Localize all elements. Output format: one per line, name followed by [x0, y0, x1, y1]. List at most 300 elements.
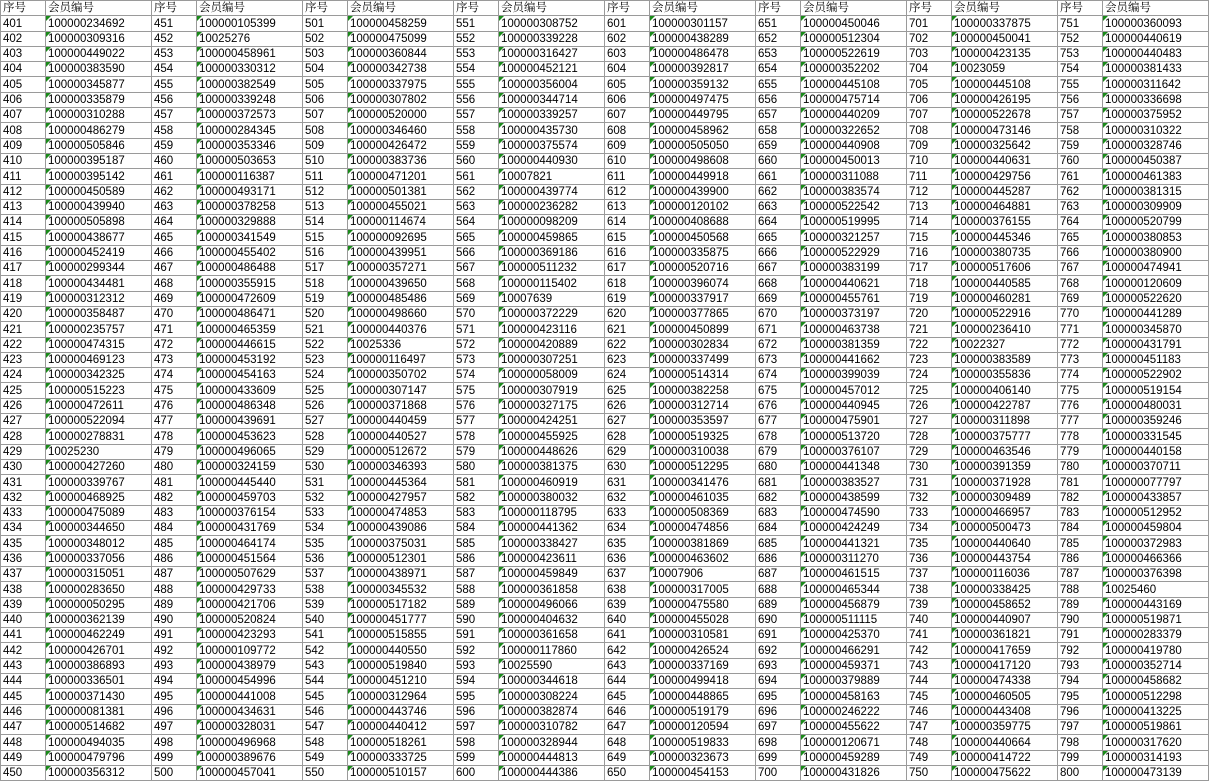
seq-cell[interactable]: 680 — [756, 459, 801, 474]
member-id-cell[interactable]: 100000441662 — [801, 352, 907, 367]
seq-cell[interactable]: 562 — [454, 184, 499, 199]
member-id-cell[interactable]: 100000457012 — [801, 383, 907, 398]
member-id-cell[interactable]: 100000519325 — [650, 429, 756, 444]
seq-cell[interactable]: 770 — [1058, 306, 1103, 321]
seq-cell[interactable]: 572 — [454, 337, 499, 352]
member-id-cell[interactable]: 100000413225 — [1103, 704, 1209, 719]
member-id-cell[interactable]: 100000352202 — [801, 62, 907, 77]
seq-cell[interactable]: 440 — [1, 612, 46, 627]
seq-cell[interactable]: 549 — [303, 750, 348, 765]
seq-cell[interactable]: 756 — [1058, 92, 1103, 107]
seq-cell[interactable]: 444 — [1, 674, 46, 689]
member-id-cell[interactable]: 100000307251 — [499, 352, 605, 367]
seq-cell[interactable]: 772 — [1058, 337, 1103, 352]
seq-cell[interactable]: 607 — [605, 108, 650, 123]
member-id-cell[interactable]: 100000440412 — [348, 719, 454, 734]
seq-cell[interactable]: 716 — [907, 245, 952, 260]
seq-cell[interactable]: 799 — [1058, 750, 1103, 765]
seq-cell[interactable]: 688 — [756, 582, 801, 597]
seq-cell[interactable]: 637 — [605, 566, 650, 581]
seq-cell[interactable]: 602 — [605, 31, 650, 46]
seq-cell[interactable]: 552 — [454, 31, 499, 46]
seq-cell[interactable]: 544 — [303, 674, 348, 689]
seq-cell[interactable]: 714 — [907, 215, 952, 230]
seq-cell[interactable]: 715 — [907, 230, 952, 245]
member-id-cell[interactable]: 100000395187 — [46, 153, 152, 168]
member-id-cell[interactable]: 100000308224 — [499, 689, 605, 704]
seq-cell[interactable]: 402 — [1, 31, 46, 46]
seq-cell[interactable]: 630 — [605, 459, 650, 474]
column-header-member-id[interactable]: 会员编号 — [348, 1, 454, 16]
seq-cell[interactable]: 480 — [152, 459, 197, 474]
seq-cell[interactable]: 540 — [303, 612, 348, 627]
member-id-cell[interactable]: 100000427957 — [348, 490, 454, 505]
seq-cell[interactable]: 530 — [303, 459, 348, 474]
member-id-cell[interactable]: 100000381869 — [650, 536, 756, 551]
member-id-cell[interactable]: 100000440158 — [1103, 444, 1209, 459]
seq-cell[interactable]: 699 — [756, 750, 801, 765]
member-id-cell[interactable]: 100000445346 — [952, 230, 1058, 245]
member-id-cell[interactable]: 100000420889 — [499, 337, 605, 352]
member-id-cell[interactable]: 100000417659 — [952, 643, 1058, 658]
seq-cell[interactable]: 657 — [756, 108, 801, 123]
seq-cell[interactable]: 603 — [605, 46, 650, 61]
seq-cell[interactable]: 531 — [303, 475, 348, 490]
seq-cell[interactable]: 416 — [1, 245, 46, 260]
seq-cell[interactable]: 491 — [152, 628, 197, 643]
member-id-cell[interactable]: 100000440907 — [952, 612, 1058, 627]
seq-cell[interactable]: 488 — [152, 582, 197, 597]
member-id-cell[interactable]: 100000445108 — [801, 77, 907, 92]
column-header-member-id[interactable]: 会员编号 — [801, 1, 907, 16]
member-id-cell[interactable]: 100000522916 — [952, 306, 1058, 321]
seq-cell[interactable]: 787 — [1058, 566, 1103, 581]
member-id-cell[interactable]: 100000457041 — [197, 765, 303, 780]
member-id-cell[interactable]: 100000519861 — [1103, 719, 1209, 734]
seq-cell[interactable]: 591 — [454, 628, 499, 643]
member-id-cell[interactable]: 100000371868 — [348, 398, 454, 413]
seq-cell[interactable]: 533 — [303, 505, 348, 520]
member-id-cell[interactable]: 100000452121 — [499, 62, 605, 77]
seq-cell[interactable]: 665 — [756, 230, 801, 245]
member-id-cell[interactable]: 100000507629 — [197, 566, 303, 581]
member-id-cell[interactable]: 100000301157 — [650, 16, 756, 31]
seq-cell[interactable]: 746 — [907, 704, 952, 719]
member-id-cell[interactable]: 100000459703 — [197, 490, 303, 505]
seq-cell[interactable]: 674 — [756, 368, 801, 383]
member-id-cell[interactable]: 100000455021 — [348, 199, 454, 214]
seq-cell[interactable]: 452 — [152, 31, 197, 46]
member-id-cell[interactable]: 100000421706 — [197, 597, 303, 612]
seq-cell[interactable]: 783 — [1058, 505, 1103, 520]
member-id-cell[interactable]: 100000512301 — [348, 551, 454, 566]
column-header-member-id[interactable]: 会员编号 — [952, 1, 1058, 16]
seq-cell[interactable]: 639 — [605, 597, 650, 612]
seq-cell[interactable]: 506 — [303, 92, 348, 107]
member-id-cell[interactable]: 100000382258 — [650, 383, 756, 398]
member-id-cell[interactable]: 100000505898 — [46, 215, 152, 230]
member-id-cell[interactable]: 100000353597 — [650, 414, 756, 429]
seq-cell[interactable]: 503 — [303, 46, 348, 61]
member-id-cell[interactable]: 100000328746 — [1103, 138, 1209, 153]
member-id-cell[interactable]: 100000395142 — [46, 169, 152, 184]
member-id-cell[interactable]: 100000438979 — [197, 658, 303, 673]
member-id-cell[interactable]: 100000443169 — [1103, 597, 1209, 612]
seq-cell[interactable]: 570 — [454, 306, 499, 321]
seq-cell[interactable]: 494 — [152, 674, 197, 689]
member-id-cell[interactable]: 100000396074 — [650, 276, 756, 291]
seq-cell[interactable]: 647 — [605, 719, 650, 734]
seq-cell[interactable]: 475 — [152, 383, 197, 398]
seq-cell[interactable]: 555 — [454, 77, 499, 92]
member-id-cell[interactable]: 100000278831 — [46, 429, 152, 444]
seq-cell[interactable]: 522 — [303, 337, 348, 352]
member-id-cell[interactable]: 100000514314 — [650, 368, 756, 383]
member-id-cell[interactable]: 100000375777 — [952, 429, 1058, 444]
member-id-cell[interactable]: 100000515855 — [348, 628, 454, 643]
member-id-cell[interactable]: 100000462249 — [46, 628, 152, 643]
seq-cell[interactable]: 722 — [907, 337, 952, 352]
seq-cell[interactable]: 668 — [756, 276, 801, 291]
member-id-cell[interactable]: 100000348012 — [46, 536, 152, 551]
seq-cell[interactable]: 439 — [1, 597, 46, 612]
member-id-cell[interactable]: 100000337169 — [650, 658, 756, 673]
member-id-cell[interactable]: 100000283379 — [1103, 628, 1209, 643]
member-id-cell[interactable]: 100000077797 — [1103, 475, 1209, 490]
member-id-cell[interactable]: 100000376398 — [1103, 566, 1209, 581]
seq-cell[interactable]: 508 — [303, 123, 348, 138]
seq-cell[interactable]: 683 — [756, 505, 801, 520]
seq-cell[interactable]: 486 — [152, 551, 197, 566]
member-id-cell[interactable]: 100000475099 — [348, 31, 454, 46]
member-id-cell[interactable]: 100000310288 — [46, 108, 152, 123]
seq-cell[interactable]: 482 — [152, 490, 197, 505]
seq-cell[interactable]: 679 — [756, 444, 801, 459]
seq-cell[interactable]: 661 — [756, 169, 801, 184]
member-id-cell[interactable]: 100000453192 — [197, 352, 303, 367]
member-id-cell[interactable]: 100000109772 — [197, 643, 303, 658]
seq-cell[interactable]: 521 — [303, 322, 348, 337]
member-id-cell[interactable]: 100000441321 — [801, 536, 907, 551]
seq-cell[interactable]: 598 — [454, 735, 499, 750]
member-id-cell[interactable]: 100000519840 — [348, 658, 454, 673]
member-id-cell[interactable]: 100000450387 — [1103, 153, 1209, 168]
member-id-cell[interactable]: 100000378258 — [197, 199, 303, 214]
member-id-cell[interactable]: 100000379889 — [801, 674, 907, 689]
seq-cell[interactable]: 410 — [1, 153, 46, 168]
seq-cell[interactable]: 741 — [907, 628, 952, 643]
member-id-cell[interactable]: 100000440209 — [801, 108, 907, 123]
seq-cell[interactable]: 659 — [756, 138, 801, 153]
seq-cell[interactable]: 527 — [303, 414, 348, 429]
column-header-seq[interactable]: 序号 — [907, 1, 952, 16]
seq-cell[interactable]: 609 — [605, 138, 650, 153]
member-id-cell[interactable]: 100000350702 — [348, 368, 454, 383]
member-id-cell[interactable]: 100000503653 — [197, 153, 303, 168]
column-header-seq[interactable]: 序号 — [152, 1, 197, 16]
member-id-cell[interactable]: 100000339248 — [197, 92, 303, 107]
seq-cell[interactable]: 571 — [454, 322, 499, 337]
member-id-cell[interactable]: 100000444813 — [499, 750, 605, 765]
member-id-cell[interactable]: 100000336501 — [46, 674, 152, 689]
seq-cell[interactable]: 708 — [907, 123, 952, 138]
seq-cell[interactable]: 653 — [756, 46, 801, 61]
member-id-cell[interactable]: 100000514682 — [46, 719, 152, 734]
member-id-cell[interactable]: 100000328944 — [499, 735, 605, 750]
member-id-cell[interactable]: 100000317620 — [1103, 735, 1209, 750]
seq-cell[interactable]: 436 — [1, 551, 46, 566]
seq-cell[interactable]: 614 — [605, 215, 650, 230]
member-id-cell[interactable]: 100000312312 — [46, 291, 152, 306]
member-id-cell[interactable]: 100000317005 — [650, 582, 756, 597]
seq-cell[interactable]: 762 — [1058, 184, 1103, 199]
member-id-cell[interactable]: 100000510157 — [348, 765, 454, 780]
member-id-cell[interactable]: 100000449022 — [46, 46, 152, 61]
seq-cell[interactable]: 403 — [1, 46, 46, 61]
member-id-cell[interactable]: 100000355915 — [197, 276, 303, 291]
member-id-cell[interactable]: 100000450899 — [650, 322, 756, 337]
seq-cell[interactable]: 785 — [1058, 536, 1103, 551]
member-id-cell[interactable]: 100000433609 — [197, 383, 303, 398]
member-id-cell[interactable]: 100000372573 — [197, 108, 303, 123]
member-id-cell[interactable]: 100000311898 — [952, 414, 1058, 429]
member-id-cell[interactable]: 100000372983 — [1103, 536, 1209, 551]
member-id-cell[interactable]: 100000246222 — [801, 704, 907, 719]
seq-cell[interactable]: 463 — [152, 199, 197, 214]
seq-cell[interactable]: 648 — [605, 735, 650, 750]
seq-cell[interactable]: 583 — [454, 505, 499, 520]
seq-cell[interactable]: 580 — [454, 459, 499, 474]
member-id-cell[interactable]: 10023059 — [952, 62, 1058, 77]
member-id-cell[interactable]: 100000058009 — [499, 368, 605, 383]
member-id-cell[interactable]: 100000455622 — [801, 719, 907, 734]
seq-cell[interactable]: 415 — [1, 230, 46, 245]
seq-cell[interactable]: 625 — [605, 383, 650, 398]
seq-cell[interactable]: 733 — [907, 505, 952, 520]
seq-cell[interactable]: 621 — [605, 322, 650, 337]
seq-cell[interactable]: 505 — [303, 77, 348, 92]
member-id-cell[interactable]: 10025460 — [1103, 582, 1209, 597]
member-id-cell[interactable]: 100000519995 — [801, 215, 907, 230]
seq-cell[interactable]: 638 — [605, 582, 650, 597]
member-id-cell[interactable]: 100000338425 — [952, 582, 1058, 597]
member-id-cell[interactable]: 100000339257 — [499, 108, 605, 123]
member-id-cell[interactable]: 100000501381 — [348, 184, 454, 199]
seq-cell[interactable]: 485 — [152, 536, 197, 551]
seq-cell[interactable]: 525 — [303, 383, 348, 398]
seq-cell[interactable]: 771 — [1058, 322, 1103, 337]
member-id-cell[interactable]: 100000309909 — [1103, 199, 1209, 214]
seq-cell[interactable]: 610 — [605, 153, 650, 168]
seq-cell[interactable]: 589 — [454, 597, 499, 612]
seq-cell[interactable]: 623 — [605, 352, 650, 367]
member-id-cell[interactable]: 100000341549 — [197, 230, 303, 245]
member-id-cell[interactable]: 100000439940 — [46, 199, 152, 214]
seq-cell[interactable]: 575 — [454, 383, 499, 398]
member-id-cell[interactable]: 100000357271 — [348, 261, 454, 276]
seq-cell[interactable]: 651 — [756, 16, 801, 31]
member-id-cell[interactable]: 100000424249 — [801, 521, 907, 536]
member-id-cell[interactable]: 100000381359 — [801, 337, 907, 352]
seq-cell[interactable]: 532 — [303, 490, 348, 505]
seq-cell[interactable]: 579 — [454, 444, 499, 459]
member-id-cell[interactable]: 100000408688 — [650, 215, 756, 230]
seq-cell[interactable]: 767 — [1058, 261, 1103, 276]
seq-cell[interactable]: 471 — [152, 322, 197, 337]
seq-cell[interactable]: 797 — [1058, 719, 1103, 734]
seq-cell[interactable]: 560 — [454, 153, 499, 168]
member-id-cell[interactable]: 100000310038 — [650, 444, 756, 459]
seq-cell[interactable]: 516 — [303, 245, 348, 260]
seq-cell[interactable]: 754 — [1058, 62, 1103, 77]
seq-cell[interactable]: 538 — [303, 582, 348, 597]
seq-cell[interactable]: 646 — [605, 704, 650, 719]
member-id-cell[interactable]: 100000414722 — [952, 750, 1058, 765]
member-id-cell[interactable]: 100000450013 — [801, 153, 907, 168]
member-id-cell[interactable]: 100000440908 — [801, 138, 907, 153]
seq-cell[interactable]: 615 — [605, 230, 650, 245]
seq-cell[interactable]: 534 — [303, 521, 348, 536]
seq-cell[interactable]: 561 — [454, 169, 499, 184]
seq-cell[interactable]: 428 — [1, 429, 46, 444]
member-id-cell[interactable]: 100000448626 — [499, 444, 605, 459]
member-id-cell[interactable]: 100000522620 — [1103, 291, 1209, 306]
seq-cell[interactable]: 584 — [454, 521, 499, 536]
seq-cell[interactable]: 660 — [756, 153, 801, 168]
seq-cell[interactable]: 691 — [756, 628, 801, 643]
seq-cell[interactable]: 447 — [1, 719, 46, 734]
member-id-cell[interactable]: 100000380032 — [499, 490, 605, 505]
member-id-cell[interactable]: 100000458163 — [801, 689, 907, 704]
seq-cell[interactable]: 604 — [605, 62, 650, 77]
member-id-cell[interactable]: 100000341476 — [650, 475, 756, 490]
member-id-cell[interactable]: 100000337975 — [348, 77, 454, 92]
seq-cell[interactable]: 726 — [907, 398, 952, 413]
member-id-cell[interactable]: 100000098209 — [499, 215, 605, 230]
seq-cell[interactable]: 711 — [907, 169, 952, 184]
member-id-cell[interactable]: 100000474941 — [1103, 261, 1209, 276]
seq-cell[interactable]: 697 — [756, 719, 801, 734]
member-id-cell[interactable]: 100000454153 — [650, 765, 756, 780]
member-id-cell[interactable]: 100000382874 — [499, 704, 605, 719]
member-id-cell[interactable]: 100000460505 — [952, 689, 1058, 704]
member-id-cell[interactable]: 100000475901 — [801, 414, 907, 429]
member-id-cell[interactable]: 100000339767 — [46, 475, 152, 490]
member-id-cell[interactable]: 100000453623 — [197, 429, 303, 444]
seq-cell[interactable]: 749 — [907, 750, 952, 765]
seq-cell[interactable]: 618 — [605, 276, 650, 291]
seq-cell[interactable]: 798 — [1058, 735, 1103, 750]
seq-cell[interactable]: 704 — [907, 62, 952, 77]
seq-cell[interactable]: 800 — [1058, 765, 1103, 780]
seq-cell[interactable]: 707 — [907, 108, 952, 123]
seq-cell[interactable]: 794 — [1058, 674, 1103, 689]
member-id-cell[interactable]: 100000451777 — [348, 612, 454, 627]
seq-cell[interactable]: 605 — [605, 77, 650, 92]
seq-cell[interactable]: 559 — [454, 138, 499, 153]
seq-cell[interactable]: 421 — [1, 322, 46, 337]
member-id-cell[interactable]: 100000330312 — [197, 62, 303, 77]
member-id-cell[interactable]: 100000118795 — [499, 505, 605, 520]
seq-cell[interactable]: 717 — [907, 261, 952, 276]
seq-cell[interactable]: 786 — [1058, 551, 1103, 566]
seq-cell[interactable]: 768 — [1058, 276, 1103, 291]
member-id-cell[interactable]: 100000458682 — [1103, 674, 1209, 689]
member-id-cell[interactable]: 100000438289 — [650, 31, 756, 46]
member-id-cell[interactable]: 100000375574 — [499, 138, 605, 153]
member-id-cell[interactable]: 100000417120 — [952, 658, 1058, 673]
seq-cell[interactable]: 796 — [1058, 704, 1103, 719]
member-id-cell[interactable]: 100000116497 — [348, 352, 454, 367]
seq-cell[interactable]: 569 — [454, 291, 499, 306]
seq-cell[interactable]: 519 — [303, 291, 348, 306]
seq-cell[interactable]: 763 — [1058, 199, 1103, 214]
member-id-cell[interactable]: 100000360093 — [1103, 16, 1209, 31]
member-id-cell[interactable]: 100000369186 — [499, 245, 605, 260]
seq-cell[interactable]: 451 — [152, 16, 197, 31]
member-id-cell[interactable]: 100000356312 — [46, 765, 152, 780]
member-id-cell[interactable]: 100000496968 — [197, 735, 303, 750]
seq-cell[interactable]: 672 — [756, 337, 801, 352]
member-id-cell[interactable]: 100000426472 — [348, 138, 454, 153]
seq-cell[interactable]: 752 — [1058, 31, 1103, 46]
member-id-cell[interactable]: 100000328031 — [197, 719, 303, 734]
seq-cell[interactable]: 696 — [756, 704, 801, 719]
member-id-cell[interactable]: 100000464174 — [197, 536, 303, 551]
member-id-cell[interactable]: 100000451210 — [348, 674, 454, 689]
seq-cell[interactable]: 536 — [303, 551, 348, 566]
seq-cell[interactable]: 523 — [303, 352, 348, 367]
seq-cell[interactable]: 554 — [454, 62, 499, 77]
seq-cell[interactable]: 543 — [303, 658, 348, 673]
seq-cell[interactable]: 467 — [152, 261, 197, 276]
seq-cell[interactable]: 676 — [756, 398, 801, 413]
member-id-cell[interactable]: 100000463546 — [952, 444, 1058, 459]
member-id-cell[interactable]: 100000422787 — [952, 398, 1058, 413]
member-id-cell[interactable]: 100000361658 — [499, 628, 605, 643]
seq-cell[interactable]: 627 — [605, 414, 650, 429]
member-id-cell[interactable]: 100000440619 — [1103, 31, 1209, 46]
seq-cell[interactable]: 513 — [303, 199, 348, 214]
seq-cell[interactable]: 597 — [454, 719, 499, 734]
member-id-cell[interactable]: 100000404632 — [499, 612, 605, 627]
seq-cell[interactable]: 779 — [1058, 444, 1103, 459]
member-id-cell[interactable]: 100000520716 — [650, 261, 756, 276]
member-id-cell[interactable]: 100000344650 — [46, 521, 152, 536]
seq-cell[interactable]: 495 — [152, 689, 197, 704]
seq-cell[interactable]: 645 — [605, 689, 650, 704]
seq-cell[interactable]: 636 — [605, 551, 650, 566]
seq-cell[interactable]: 418 — [1, 276, 46, 291]
member-id-cell[interactable]: 100000335875 — [650, 245, 756, 260]
seq-cell[interactable]: 790 — [1058, 612, 1103, 627]
seq-cell[interactable]: 643 — [605, 658, 650, 673]
seq-cell[interactable]: 743 — [907, 658, 952, 673]
seq-cell[interactable]: 567 — [454, 261, 499, 276]
seq-cell[interactable]: 417 — [1, 261, 46, 276]
column-header-member-id[interactable]: 会员编号 — [197, 1, 303, 16]
seq-cell[interactable]: 633 — [605, 505, 650, 520]
seq-cell[interactable]: 564 — [454, 215, 499, 230]
seq-cell[interactable]: 599 — [454, 750, 499, 765]
member-id-cell[interactable]: 100000381433 — [1103, 62, 1209, 77]
member-id-cell[interactable]: 100000115402 — [499, 276, 605, 291]
member-id-cell[interactable]: 100000336698 — [1103, 92, 1209, 107]
seq-cell[interactable]: 492 — [152, 643, 197, 658]
column-header-seq[interactable]: 序号 — [454, 1, 499, 16]
member-id-cell[interactable]: 100000486488 — [197, 261, 303, 276]
seq-cell[interactable]: 514 — [303, 215, 348, 230]
